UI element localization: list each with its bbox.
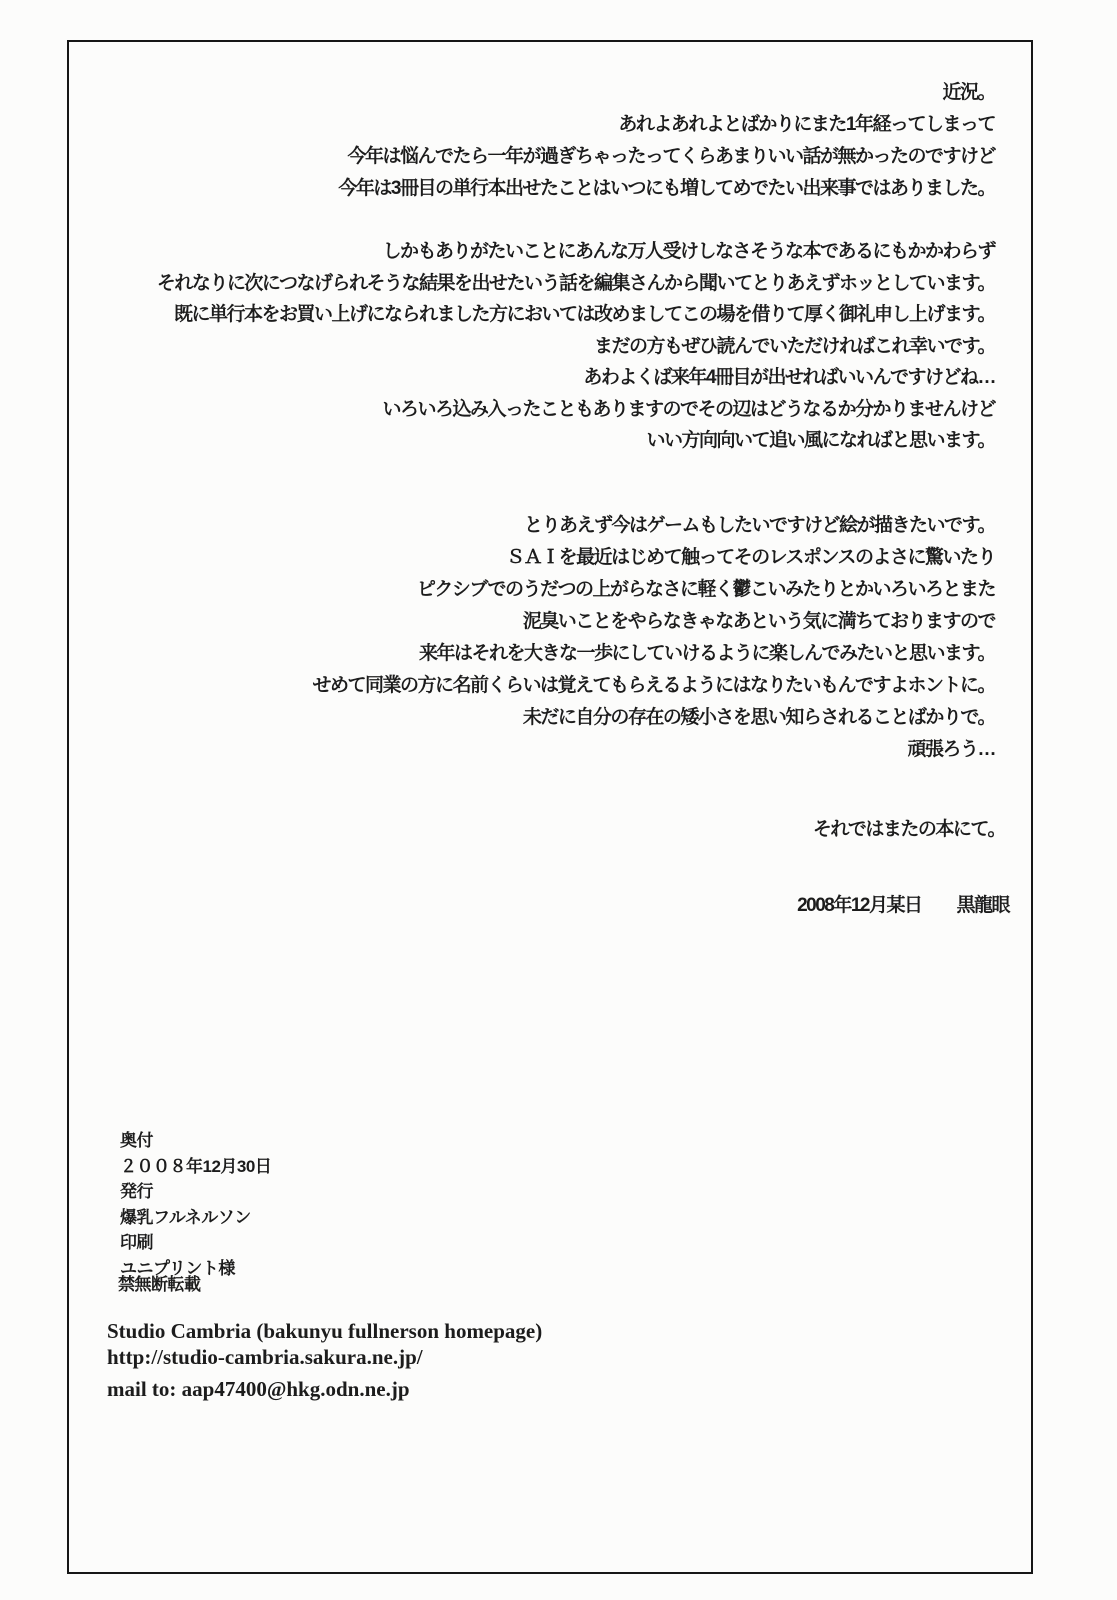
no-reprint-notice bbox=[118, 1272, 201, 1298]
afterword-line: しかもありがたいことにあんな万人受けしなさそうな本であるにもかかわらず bbox=[382, 241, 995, 262]
afterword-paragraph2-block bbox=[157, 236, 995, 457]
mail-block bbox=[107, 1376, 410, 1402]
afterword-line: せめて同業の方に名前くらいは覚えてもらえるようにはなりたいもんですよホントに。 bbox=[312, 675, 995, 696]
colophon-printer-label: 印刷 bbox=[120, 1233, 153, 1252]
afterword-line: 来年はそれを大きな一歩にしていけるように楽しんでみたいと思います。 bbox=[419, 643, 995, 664]
colophon-publisher-label: 発行 bbox=[120, 1182, 153, 1201]
colophon-publisher-name: 爆乳フルネルソン bbox=[120, 1207, 251, 1227]
afterword-line: 今年は悩んでたら一年が過ぎちゃったってくらあまりいい話が無かったのですけど bbox=[347, 146, 995, 167]
date-signature bbox=[797, 890, 1009, 922]
afterword-line: それなりに次につなげられそうな結果を出せたいう話を編集さんから聞いてとりあえずホッとしています。 bbox=[156, 272, 995, 294]
afterword-line: 頑張ろう… bbox=[907, 739, 995, 760]
studio-title: Studio Cambria (bakunyu fullnerson homepage) bbox=[107, 1319, 543, 1343]
mail-address: mail to: aap47400@hkg.odn.ne.jp bbox=[107, 1377, 410, 1401]
afterword-closing-line: それではまたの本にて。 bbox=[812, 819, 1005, 840]
afterword-heading: 近況。 bbox=[942, 82, 995, 103]
colophon-heading: 奥付 bbox=[120, 1131, 153, 1150]
colophon-block bbox=[120, 1128, 271, 1281]
afterword-line: ＳＡＩを最近はじめて触ってそのレスポンスのよさに驚いたり bbox=[506, 547, 995, 568]
afterword-line: いろいろ込み入ったこともありますのでその辺はどうなるか分かりませんけど bbox=[382, 398, 995, 420]
no-reprint-notice-line: 禁無断転載 bbox=[118, 1275, 201, 1294]
afterword-line: 既に単行本をお買い上げになられました方においては改めましてこの場を借りて厚く御礼申し上げます。 bbox=[174, 304, 995, 325]
afterword-line: いい方向向いて追い風になればと思います。 bbox=[646, 430, 995, 451]
afterword-paragraph3-block bbox=[312, 510, 995, 766]
afterword-line: 泥臭いことをやらなきゃなあという気に満ちておりますので bbox=[522, 611, 995, 632]
afterword-line: ピクシブでのうだつの上がらなさに軽く鬱こいみたりとかいろいろとまた bbox=[416, 579, 995, 600]
studio-homepage-block bbox=[107, 1318, 542, 1370]
colophon-date: ２００８年12月30日 bbox=[120, 1156, 272, 1176]
afterword-line: 今年は3冊目の単行本出せたことはいつにも増してめでたい出来事ではありました。 bbox=[338, 178, 995, 199]
homepage-url: http://studio-cambria.sakura.ne.jp/ bbox=[107, 1345, 423, 1369]
afterword-line: あわよくば来年4冊目が出せればいいんですけどね… bbox=[583, 367, 995, 388]
afterword-line: とりあえず今はゲームもしたいですけど絵が描きたいです。 bbox=[524, 515, 995, 536]
afterword-line: あれよあれよとばかりにまた1年経ってしまって bbox=[618, 114, 995, 135]
afterword-opening-block bbox=[338, 77, 995, 205]
afterword-line: 未だに自分の存在の矮小さを思い知らされることばかりで。 bbox=[522, 707, 995, 728]
date-signature-line: 2008年12月某日 黒龍眼 bbox=[797, 895, 1009, 916]
afterword-line: まだの方もぜひ読んでいただければこれ幸いです。 bbox=[594, 335, 995, 357]
afterword-closing bbox=[813, 814, 1005, 846]
colophon-printer-name: ユニプリント様 bbox=[120, 1258, 235, 1278]
